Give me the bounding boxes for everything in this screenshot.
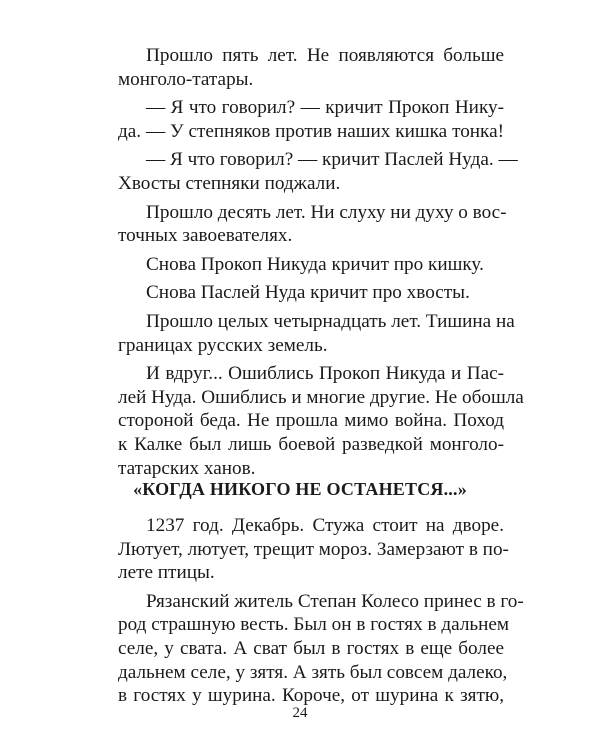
- text-line: точных завоевателях.: [118, 225, 293, 247]
- section-2-text: [118, 514, 524, 708]
- text-line: Снова Паслей Нуда кричит про хвосты.: [146, 282, 470, 304]
- text-line: татарских ханов.: [118, 457, 256, 479]
- text-line: Снова Прокоп Никуда кричит про кишку.: [146, 253, 484, 275]
- text-line: стороной беда. Не прошла мимо война. Поход: [118, 410, 504, 432]
- text-line: лете птицы.: [118, 562, 215, 584]
- text-line: лей Нуда. Ошиблись и многие другие. Не обошла: [118, 386, 524, 408]
- text-line: Прошло десять лет. Ни слуху ни духу о вос-: [146, 201, 507, 223]
- text-line: Прошло целых четырнадцать лет. Тишина на: [146, 310, 515, 332]
- text-line: Хвосты степняки поджали.: [118, 172, 341, 194]
- text-line: И вдруг... Ошиблись Прокоп Никуда и Пас-: [146, 363, 504, 385]
- chapter-heading: «КОГДА НИКОГО НЕ ОСТАНЕТСЯ...»: [133, 479, 467, 499]
- section-1-text: [118, 44, 524, 480]
- text-line: Лютует, лютует, трещит мороз. Замерзают в по-: [118, 538, 509, 560]
- text-line: к Калке был лишь боевой разведкой монголо-: [118, 433, 504, 455]
- text-line: Прошло пять лет. Не появляются больше: [146, 45, 504, 66]
- page-number: 24: [292, 705, 308, 721]
- text-line: род страшную весть. Был он в гостях в дальнем: [118, 614, 510, 636]
- text-line: в гостях у шурина. Короче, от шурина к зятю,: [118, 685, 504, 707]
- text-line: Рязанский житель Степан Колесо принес в го-: [146, 590, 524, 612]
- text-line: — Я что говорил? — кричит Паслей Нуда. —: [146, 149, 518, 171]
- text-line: да. — У степняков против наших кишка тонка!: [118, 120, 504, 142]
- text-line: дальнем селе, у зятя. А зять был совсем далеко,: [118, 661, 508, 683]
- text-line: 1237 год. Декабрь. Стужа стоит на дворе.: [146, 515, 504, 536]
- text-line: монголо-татары.: [118, 68, 254, 90]
- text-line: селе, у свата. А сват был в гостях в еще более: [118, 637, 504, 659]
- text-line: — Я что говорил? — кричит Прокоп Нику-: [146, 97, 504, 119]
- text-line: границах русских земель.: [118, 334, 328, 356]
